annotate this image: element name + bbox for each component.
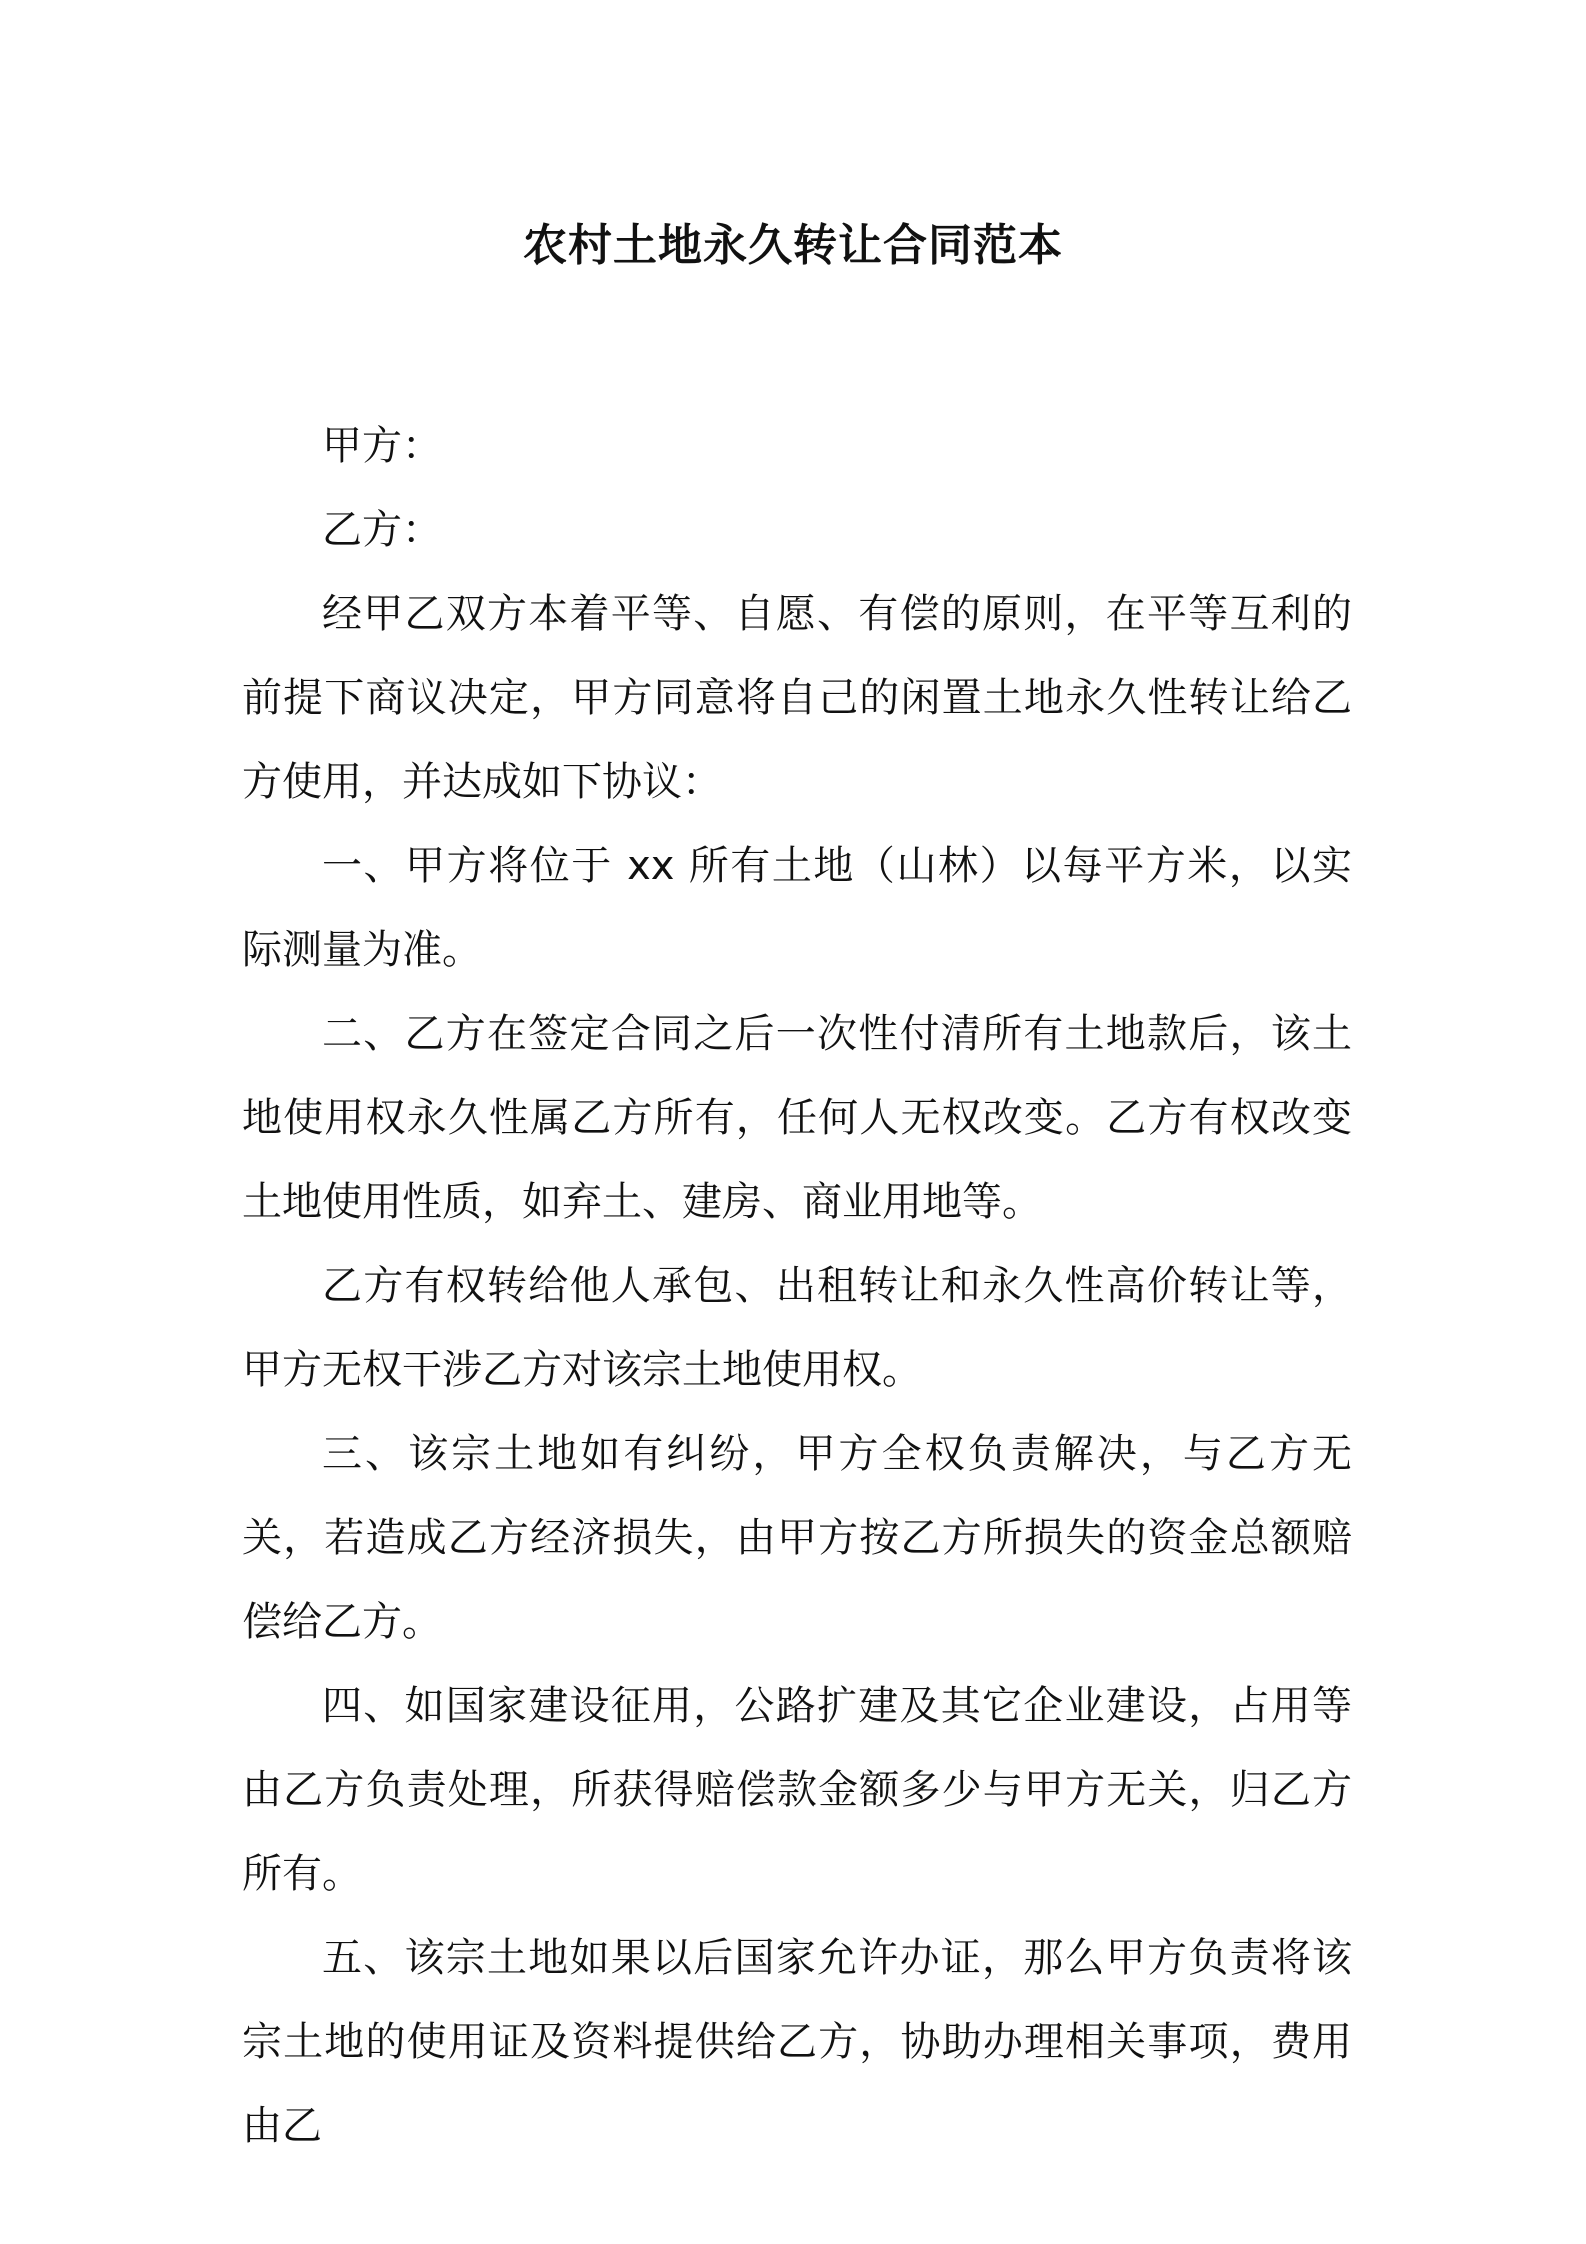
clause-5: 五、该宗土地如果以后国家允许办证，那么甲方负责将该宗土地的使用证及资料提供给乙方，协助办理相关事项，费用由乙 xyxy=(242,1935,1352,2149)
party-b-line: 乙方： xyxy=(322,507,442,553)
clause-2: 二、乙方在签定合同之后一次性付清所有土地款后，该土地使用权永久性属乙方所有，任何人无权改变。乙方有权改变土地使用性质，如弃土、建房、商业用地等。 xyxy=(242,1011,1352,1225)
document-title: 农村土地永久转让合同范本 xyxy=(523,220,1063,271)
intro-paragraph: 经甲乙双方本着平等、自愿、有偿的原则，在平等互利的前提下商议决定，甲方同意将自己的闲置土地永久性转让给乙方使用，并达成如下协议： xyxy=(242,591,1352,805)
clause-1: 一、甲方将位于 xx 所有土地（山林）以每平方米，以实际测量为准。 xyxy=(242,843,1352,973)
clause-2-continued: 乙方有权转给他人承包、出租转让和永久性高价转让等，甲方无权干涉乙方对该宗土地使用权。 xyxy=(242,1263,1352,1393)
party-a-line: 甲方： xyxy=(322,423,442,469)
clause-3: 三、该宗土地如有纠纷，甲方全权负责解决，与乙方无关，若造成乙方经济损失，由甲方按乙方所损失的资金总额赔偿给乙方。 xyxy=(242,1431,1352,1645)
clause-4: 四、如国家建设征用，公路扩建及其它企业建设，占用等由乙方负责处理，所获得赔偿款金额多少与甲方无关，归乙方所有。 xyxy=(242,1683,1352,1897)
document-body xyxy=(242,404,1352,2168)
